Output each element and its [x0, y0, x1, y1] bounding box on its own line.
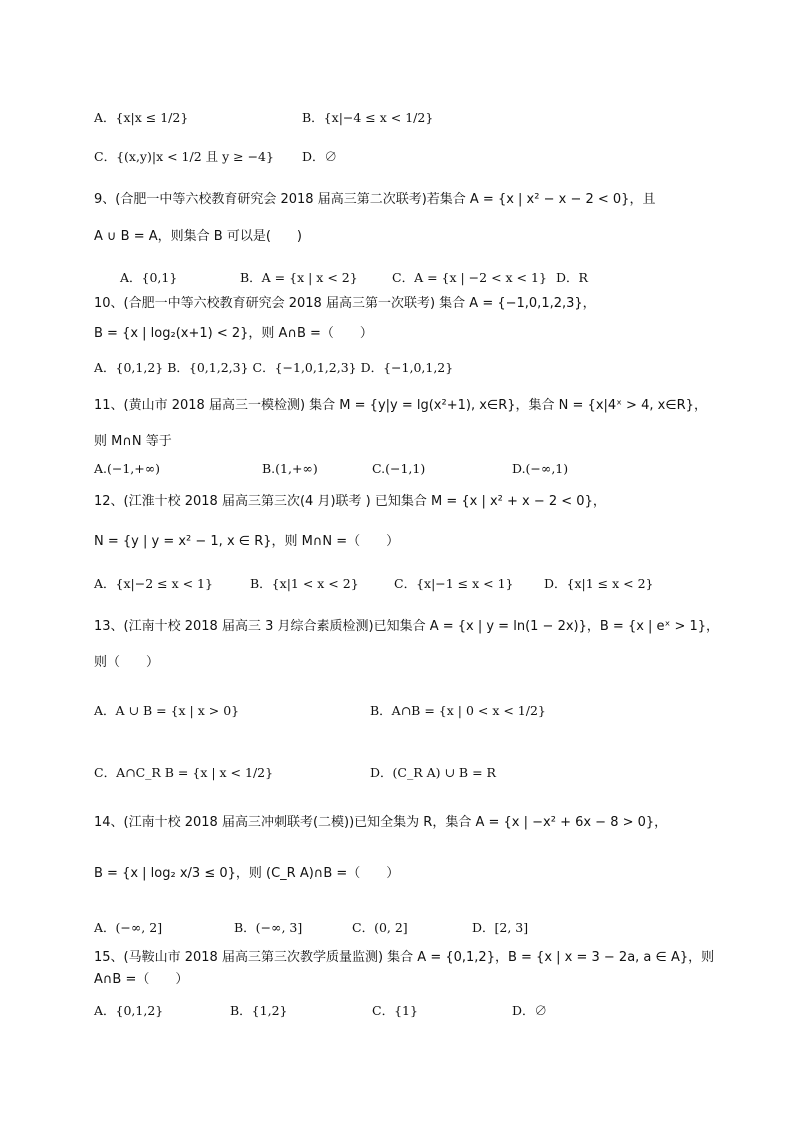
q14-option-c: C．(0, 2]: [352, 920, 408, 935]
q12-option-c: C．{x|−1 ≤ x < 1}: [394, 576, 514, 591]
q11-option-a: A.(−1,+∞): [94, 461, 161, 476]
q8-option-b: B．{x|−4 ≤ x < 1/2}: [302, 110, 434, 125]
q15-stem-line2: A∩B =（ ）: [94, 972, 189, 987]
q13-stem-line1: 13、(江南十校 2018 届高三 3 月综合素质检测)已知集合 A = {x | y = ln(1 − 2x)}，B = {x | eˣ > 1}，: [94, 619, 720, 634]
q11-option-b: B.(1,+∞): [262, 461, 318, 476]
q11-stem-line2: 则 M∩N 等于: [94, 434, 172, 449]
q13-option-d: D．(C_R A) ∪ B = R: [370, 765, 496, 780]
q13-option-a: A．A ∪ B = {x | x > 0}: [94, 703, 240, 718]
q14-option-d: D．[2, 3]: [472, 920, 529, 935]
q12-stem-line2: N = {y | y = x² − 1, x ∈ R}，则 M∩N =（ ）: [94, 534, 400, 549]
q11-stem-line1: 11、(黄山市 2018 届高三一模检测) 集合 M = {y|y = lg(x²+1), x∈R}，集合 N = {x|4ˣ > 4, x∈R}，: [94, 398, 707, 413]
q15-option-d: D．∅: [512, 1003, 548, 1018]
q12-option-d: D．{x|1 ≤ x < 2}: [544, 576, 654, 591]
q14-stem-line1: 14、(江南十校 2018 届高三冲刺联考(二模))已知全集为 R，集合 A = {x | −x² + 6x − 8 > 0}，: [94, 815, 668, 830]
q15-option-a: A．{0,1,2}: [94, 1003, 164, 1018]
q13-option-b: B．A∩B = {x | 0 < x < 1/2}: [370, 703, 546, 718]
q8-option-d: D．∅: [302, 149, 338, 164]
q9-stem-line2: A ∪ B = A，则集合 B 可以是( ): [94, 229, 302, 244]
q15-option-b: B．{1,2}: [230, 1003, 288, 1018]
q10-stem-line2: B = {x | log₂(x+1) < 2}，则 A∩B =（ ）: [94, 326, 373, 341]
q8-option-c: C．{(x,y)|x < 1/2 且 y ≥ −4}: [94, 149, 274, 164]
q9-option-c: C．A = {x | −2 < x < 1}: [392, 270, 547, 285]
q14-option-a: A．(−∞, 2]: [94, 920, 163, 935]
q11-option-d: D.(−∞,1): [512, 461, 569, 476]
q14-stem-line2: B = {x | log₂ x/3 ≤ 0}，则 (C_R A)∩B =（ ）: [94, 866, 400, 881]
q12-stem-line1: 12、(江淮十校 2018 届高三第三次(4 月)联考 ) 已知集合 M = {x | x² + x − 2 < 0}，: [94, 494, 606, 509]
q9-option-b: B．A = {x | x < 2}: [240, 270, 358, 285]
q9-option-d: D．R: [556, 270, 588, 285]
q13-option-c: C．A∩C_R B = {x | x < 1/2}: [94, 765, 274, 780]
q15-stem-line1: 15、(马鞍山市 2018 届高三第三次教学质量监测) 集合 A = {0,1,2}，B = {x | x = 3 − 2a, a ∈ A}，则: [94, 950, 715, 965]
q9-stem-line1: 9、(合肥一中等六校教育研究会 2018 届高三第二次联考)若集合 A = {x | x² − x − 2 < 0}，且: [94, 192, 656, 207]
q9-option-a: A．{0,1}: [120, 270, 178, 285]
q13-stem-line2: 则（ ）: [94, 655, 160, 670]
q12-option-a: A．{x|−2 ≤ x < 1}: [94, 576, 213, 591]
q11-option-c: C.(−1,1): [372, 461, 426, 476]
q10-stem-line1: 10、(合肥一中等六校教育研究会 2018 届高三第一次联考) 集合 A = {−1,0,1,2,3}，: [94, 296, 596, 311]
q12-option-b: B．{x|1 < x < 2}: [250, 576, 359, 591]
q8-option-a: A．{x|x ≤ 1/2}: [94, 110, 189, 125]
q15-option-c: C．{1}: [372, 1003, 418, 1018]
q14-option-b: B．(−∞, 3]: [234, 920, 303, 935]
q10-options: A．{0,1,2} B．{0,1,2,3} C．{−1,0,1,2,3} D．{−1,0,1,2}: [94, 360, 454, 375]
